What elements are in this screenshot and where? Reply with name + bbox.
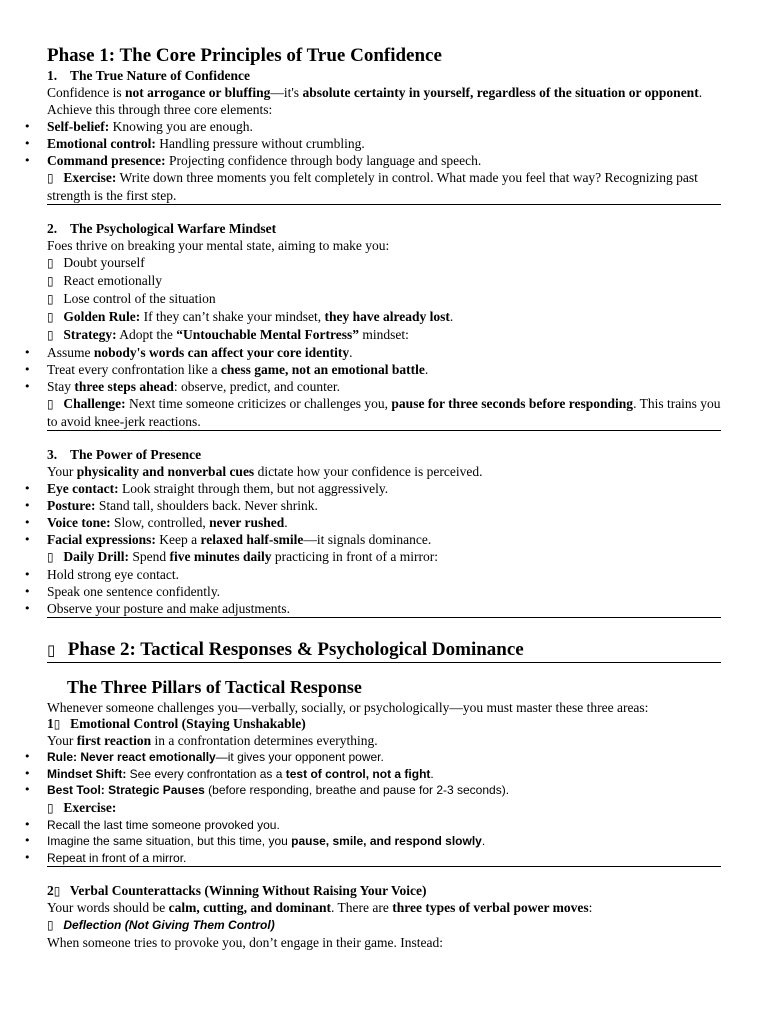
missing-glyph-icon: ▯ (47, 641, 56, 659)
section2-number: 2. (47, 221, 58, 236)
list-item: ▯ React emotionally (47, 273, 162, 288)
section1-heading-text: The True Nature of Confidence (70, 68, 250, 83)
list-item: • Posture: Stand tall, shoulders back. Never shrink. (47, 497, 721, 514)
pillar2-heading: 2▯ Verbal Counterattacks (Winning Without Raising Your Voice) (47, 883, 427, 898)
list-item: • Speak one sentence confidently. (47, 583, 721, 600)
pillar1-exercise: ▯ Exercise: (47, 799, 117, 815)
section3-heading-text: The Power of Presence (70, 447, 202, 462)
list-item: • Best Tool: Strategic Pauses (before responding, breathe and pause for 2-3 seconds). (47, 782, 721, 799)
list-item: • Mindset Shift: See every confrontation as a test of control, not a fight. (47, 766, 721, 783)
list-item: • Voice tone: Slow, controlled, never rushed. (47, 514, 721, 531)
pillar1-intro: Your first reaction in a confrontation determines everything. (47, 733, 378, 748)
missing-glyph-icon: ▯ (53, 717, 61, 731)
missing-glyph-icon: ▯ (47, 310, 54, 324)
list-item: • Stay three steps ahead: observe, predict, and counter. (47, 378, 721, 395)
missing-glyph-icon: ▯ (47, 550, 54, 564)
pillars-intro: Whenever someone challenges you—verbally, socially, or psychologically—you must master these three areas: (47, 700, 649, 715)
list-item: ▯ Lose control of the situation (47, 291, 216, 306)
phase2-title: ▯ Phase 2: Tactical Responses & Psychological Dominance (47, 638, 721, 663)
list-item: • Repeat in front of a mirror. (47, 850, 721, 868)
section2-heading (47, 221, 721, 237)
list-item: • Assume nobody's words can affect your core identity. (47, 344, 721, 361)
list-item: • Imagine the same situation, but this time, you pause, smile, and respond slowly. (47, 833, 721, 850)
pillars-title: The Three Pillars of Tactical Response (67, 677, 362, 697)
missing-glyph-icon: ▯ (47, 328, 54, 342)
section1-exercise: ▯ Exercise: Write down three moments you felt completely in control. What made you feel that way? Recognizing past strength is the first step. (47, 169, 721, 205)
list-item: • Self-belief: Knowing you are enough. (47, 118, 721, 135)
daily-drill: ▯ Daily Drill: Spend five minutes daily practicing in front of a mirror: (47, 549, 438, 564)
document-page (47, 44, 721, 951)
phase1-title: Phase 1: The Core Principles of True Confidence (47, 45, 442, 66)
missing-glyph-icon: ▯ (47, 397, 54, 411)
missing-glyph-icon: ▯ (47, 274, 54, 288)
section2-intro: Foes thrive on breaking your mental state, aiming to make you: (47, 238, 390, 253)
missing-glyph-icon: ▯ (47, 256, 54, 270)
list-item: • Emotional control: Handling pressure without crumbling. (47, 135, 721, 152)
pillar1-bullets (47, 749, 721, 799)
missing-glyph-icon: ▯ (53, 884, 61, 898)
section1-number: 1. (47, 68, 58, 83)
pillar1-exercise-bullets (47, 817, 721, 868)
section3-number: 3. (47, 447, 58, 462)
missing-glyph-icon: ▯ (47, 171, 54, 185)
list-item: • Facial expressions: Keep a relaxed half-smile—it signals dominance. (47, 531, 721, 548)
missing-glyph-icon: ▯ (47, 800, 54, 815)
section3-heading (47, 447, 721, 463)
section1-achieve: Achieve this through three core elements: (47, 102, 273, 117)
pillar2-intro: Your words should be calm, cutting, and dominant. There are three types of verbal power moves: (47, 900, 593, 915)
deflection-text: When someone tries to provoke you, don’t engage in their game. Instead: (47, 935, 444, 950)
section1-bullets (47, 118, 721, 169)
strategy: ▯ Strategy: Adopt the “Untouchable Mental Fortress” mindset: (47, 327, 409, 342)
list-item: • Recall the last time someone provoked you. (47, 817, 721, 834)
section1-heading (47, 68, 721, 84)
section2-bullets (47, 344, 721, 395)
section2-heading-text: The Psychological Warfare Mindset (70, 221, 277, 236)
section3-intro: Your physicality and nonverbal cues dictate how your confidence is perceived. (47, 464, 483, 479)
list-item: • Eye contact: Look straight through them, but not aggressively. (47, 480, 721, 497)
deflection-heading: ▯ Deflection (Not Giving Them Control) (47, 918, 275, 932)
section2-challenge: ▯ Challenge: Next time someone criticizes or challenges you, pause for three seconds before responding. This trains you to avoid knee-jerk reactions. (47, 396, 721, 429)
list-item: ▯ Doubt yourself (47, 255, 145, 270)
pillar1-heading: 1▯ Emotional Control (Staying Unshakable) (47, 716, 306, 731)
missing-glyph-icon: ▯ (47, 918, 54, 932)
list-item: • Observe your posture and make adjustments. (47, 600, 721, 618)
section3-bullets (47, 480, 721, 548)
drill-bullets (47, 566, 721, 618)
missing-glyph-icon: ▯ (47, 292, 54, 306)
golden-rule: ▯ Golden Rule: If they can’t shake your mindset, they have already lost. (47, 309, 454, 324)
list-item: • Treat every confrontation like a chess game, not an emotional battle. (47, 361, 721, 378)
list-item: • Rule: Never react emotionally—it gives your opponent power. (47, 749, 721, 766)
section1-intro: Confidence is not arrogance or bluffing—it's absolute certainty in yourself, regardless of the situation or opponent. (47, 85, 703, 100)
list-item: • Hold strong eye contact. (47, 566, 721, 583)
list-item: • Command presence: Projecting confidence through body language and speech. (47, 152, 721, 169)
